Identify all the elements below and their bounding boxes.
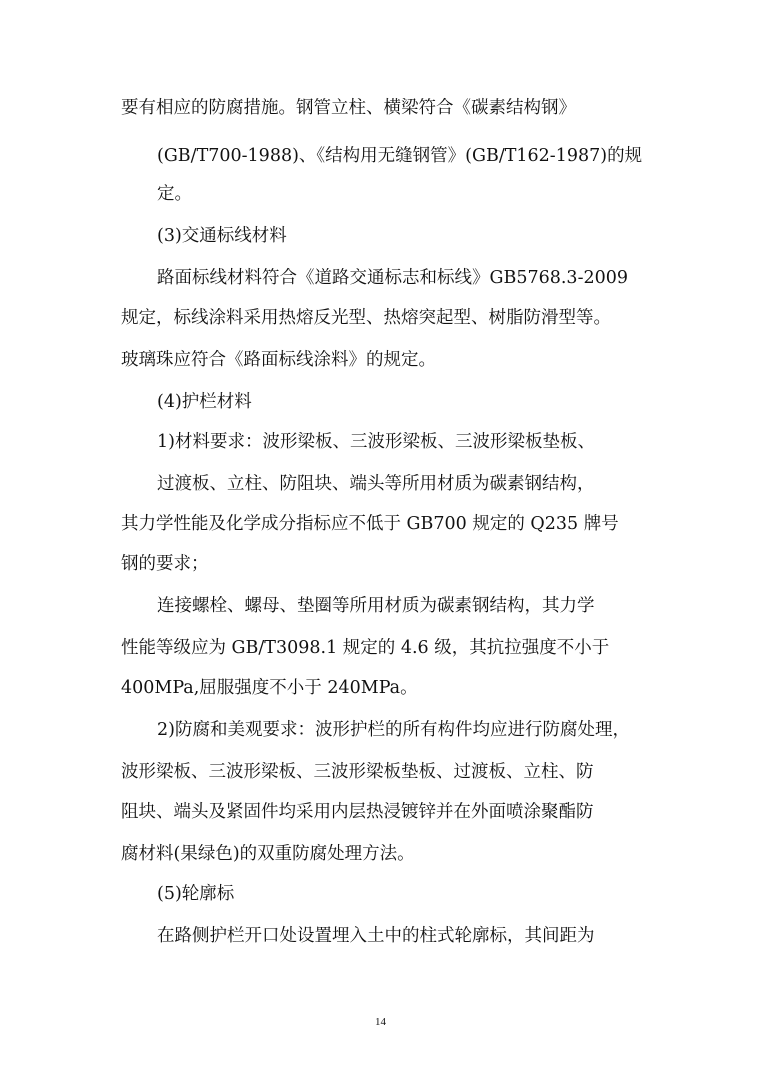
section-heading: (3)交通标线材料 bbox=[157, 226, 287, 246]
text-line: 阻块、端头及紧固件均采用内层热浸镀锌并在外面喷涂聚酯防 bbox=[121, 802, 594, 822]
section-heading: (4)护栏材料 bbox=[157, 392, 252, 412]
text-line: 腐材料(果绿色)的双重防腐处理方法。 bbox=[121, 844, 415, 864]
text-line: 定。 bbox=[157, 184, 192, 204]
text-line: 其力学性能及化学成分指标应不低于 GB700 规定的 Q235 牌号 bbox=[121, 514, 619, 534]
text-line: 过渡板、立柱、防阻块、端头等所用材质为碳素钢结构， bbox=[157, 474, 595, 494]
text-line: 性能等级应为 GB/T3098.1 规定的 4.6 级，其抗拉强度不小于 bbox=[121, 638, 610, 658]
section-heading: (5)轮廓标 bbox=[157, 884, 235, 904]
text-line: 400MPa,屈服强度不小于 240MPa。 bbox=[121, 678, 418, 698]
text-line: 玻璃珠应符合《路面标线涂料》的规定。 bbox=[121, 350, 436, 370]
text-line: 规定，标线涂料采用热熔反光型、热熔突起型、树脂防滑型等。 bbox=[121, 308, 611, 328]
text-line: 连接螺栓、螺母、垫圈等所用材质为碳素钢结构，其力学 bbox=[157, 596, 595, 616]
text-line: 波形梁板、三波形梁板、三波形梁板垫板、过渡板、立柱、防 bbox=[121, 762, 594, 782]
text-line: 2)防腐和美观要求：波形护栏的所有构件均应进行防腐处理， bbox=[157, 720, 630, 740]
page-number: 14 bbox=[375, 1016, 386, 1028]
text-line: 要有相应的防腐措施。钢管立柱、横梁符合《碳素结构钢》 bbox=[121, 98, 576, 118]
text-line: 路面标线材料符合《道路交通标志和标线》GB5768.3-2009 bbox=[157, 268, 629, 288]
text-line: 在路侧护栏开口处设置埋入土中的柱式轮廓标，其间距为 bbox=[157, 926, 595, 946]
text-line: (GB/T700-1988)、《结构用无缝钢管》(GB/T162-1987)的规 bbox=[157, 146, 643, 166]
text-line: 钢的要求； bbox=[121, 554, 209, 574]
text-line: 1)材料要求：波形梁板、三波形梁板、三波形梁板垫板、 bbox=[157, 432, 595, 452]
